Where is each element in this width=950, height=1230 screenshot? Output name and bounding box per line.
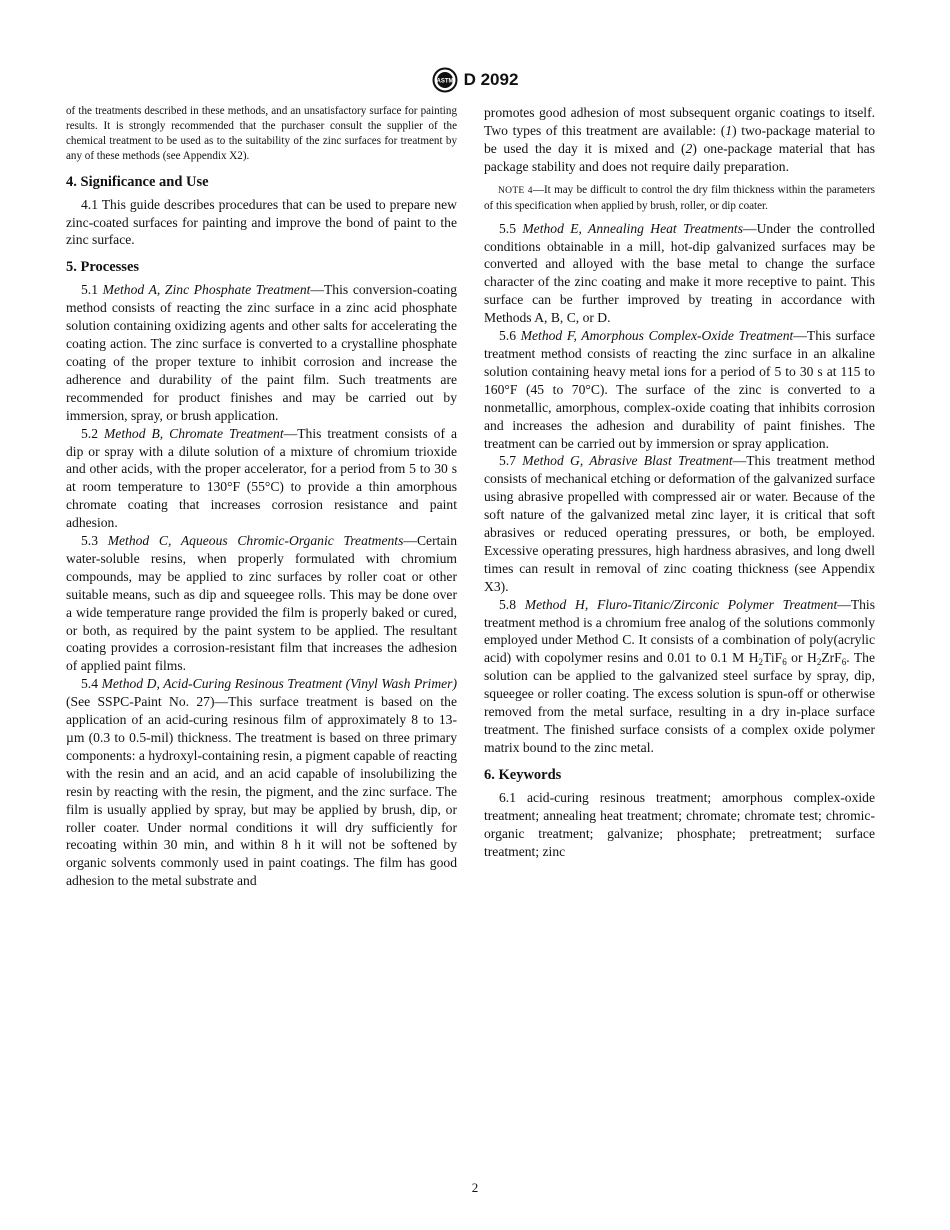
section-4-heading: 4. Significance and Use — [66, 173, 209, 190]
section-5-7: 5.7 Method G, Abrasive Blast Treatment—This treatment method consists of mechanical etching or deformation of the galvanized surface using abrasive propelled with compressed air or water. Because of the soft nature of the galvanized metal zinc layer, it is critical that soft abrasives or reduced operating pressures, or both, be employed. Excessive operating pressures, high hardness abrasives, and long dwell times can result in removal of zinc coating thickness (see Appendix X3). — [484, 453, 875, 594]
section-4-1: 4.1 This guide describes procedures that can be used to prepare new zinc-coated surfaces for painting and improve the bond of paint to the zinc surface. — [66, 196, 457, 248]
section-5-2: 5.2 Method B, Chromate Treatment—This treatment consists of a dip or spray with a dilute solution of a mixture of chromium trioxide and other acids, with the proper accelerator, for a period from 5 to 30 s at room temperature to 130°F (55°C) to provide a thin amorphous chromate coating that increases corrosion resistance and paint adhesion. — [66, 425, 458, 531]
designation: D 2092 — [463, 70, 519, 89]
page-header — [0, 67, 950, 93]
section-5-1: 5.1 Method A, Zinc Phosphate Treatment—This conversion-coating method consists of reacting the zinc surface in a zinc acid phosphate solution containing oxidizing agents and other salts for accelerating the coating action. The zinc surface is converted to a crystalline phosphate coating of the proper texture to inhibit corrosion and increase the adherence and durability of the paint film. Such treatments are recommended for product finishes and may be carried out by immersion, spray, or brush application. — [66, 282, 457, 423]
section-6-heading: 6. Keywords — [484, 766, 562, 783]
left-column — [66, 104, 457, 890]
section-5-5: 5.5 Method E, Annealing Heat Treatments—Under the controlled conditions obtainable in a mill, hot-dip galvanized surfaces may be converted and alloyed with the base metal to change the surface character of the zinc coating and make it more receptive to paint. This surface can be further improved by treating in accordance with Methods A, B, C, or D. — [484, 220, 875, 326]
note-4: NOTE 4—It may be difficult to control the dry film thickness within the parameters of this specification when applied by brush, roller, or dip coater. — [484, 183, 875, 212]
page-number: 2 — [471, 1180, 479, 1195]
section-5-6: 5.6 Method F, Amorphous Complex-Oxide Treatment—This surface treatment method consists of reacting the zinc surface in an alkaline solution containing heavy metal ions for a period of 5 to 30 s at 115 to 160°F (45 to 70°C). The surface of the zinc is converted to a nonmetallic, amorphous, complex-oxide coating that inhibits corrosion and increases the adhesion and durability of paint finishes. The treatment can be carried out by immersion or spray application. — [484, 328, 875, 451]
section-5-3: 5.3 Method C, Aqueous Chromic-Organic Treatments—Certain water-soluble resins, when properly formulated with chromium compounds, may be applied to zinc surfaces by roller coat or other suitable means, such as dip and squeegee rolls. This may be done over a wide temperature range provided the film is properly baked or cured, or both, as required by the paint system to be applied. The resultant coating provides a corrosion-resistant film that increases the adhesion of applied paint films. — [66, 533, 457, 674]
astm-logo-icon — [432, 67, 458, 93]
section-5-heading: 5. Processes — [66, 259, 140, 276]
intro-paragraph: of the treatments described in these methods, and an unsatisfactory surface for painting results. It is strongly recommended that the purchaser consult the supplier of the chemical treatment to be used as to the suitability of the zinc surfaces for treatment by any of these methods (see Appendix X2). — [66, 105, 457, 162]
svg-text:ASTM: ASTM — [436, 78, 454, 85]
section-6-1: 6.1 acid-curing resinous treatment; amorphous complex-oxide treatment; annealing heat treatment; chromate; chromate test; chromic-organic treatment; galvanize; phosphate; pretreatment; surface treatment; zinc — [484, 789, 875, 859]
section-5-4-continued: promotes good adhesion of most subsequent organic coatings to itself. Two types of this treatment are available: (1) two-package material to be used the day it is mixed and (2) one-package material that has package stability and does not require daily preparation. — [484, 105, 875, 174]
right-column — [484, 104, 875, 860]
section-5-8: 5.8 Method H, Fluro-Titanic/Zirconic Polymer Treatment—This treatment method is a chromium free analog of the solutions commonly employed under Method C. It consists of a combination of poly(acrylic acid) with copolymer resins and 0.01 to 0.1 M $H_2TiF_6$ or $H_2ZrF_6$. The solution can be applied to the galvanized steel surface by spray, dip, squeegee or roller coating. The excess solution is spun-off or otherwise removed from the metal surface, resulting in a dry in-place surface treatment. The finished surface consists of a complex oxide polymer matrix bound to the zinc metal. — [484, 596, 875, 755]
section-5-4: 5.4 Method D, Acid-Curing Resinous Treatment (Vinyl Wash Primer) (See SSPC-Paint No. 27)—This surface treatment is based on the application of an acid-curing resinous film of approximately 8 to 13-µm (0.3 to 0.5-mil) thickness. The treatment is based on three primary components: a hydroxyl-containing resin, a pigment capable of reacting with the resin and an acid, and an acid capable of insolubilizing the resin by reacting with the resin, the pigment, and the zinc surface. The film is usually applied by spray, but may be applied by brush, dip, or roller coater. Under normal conditions it will dry sufficiently for recoating within 30 min, and within 8 h it will not be softened by organic solvents commonly used in paint coatings. The film has good adhesion to the metal substrate and — [66, 676, 457, 889]
